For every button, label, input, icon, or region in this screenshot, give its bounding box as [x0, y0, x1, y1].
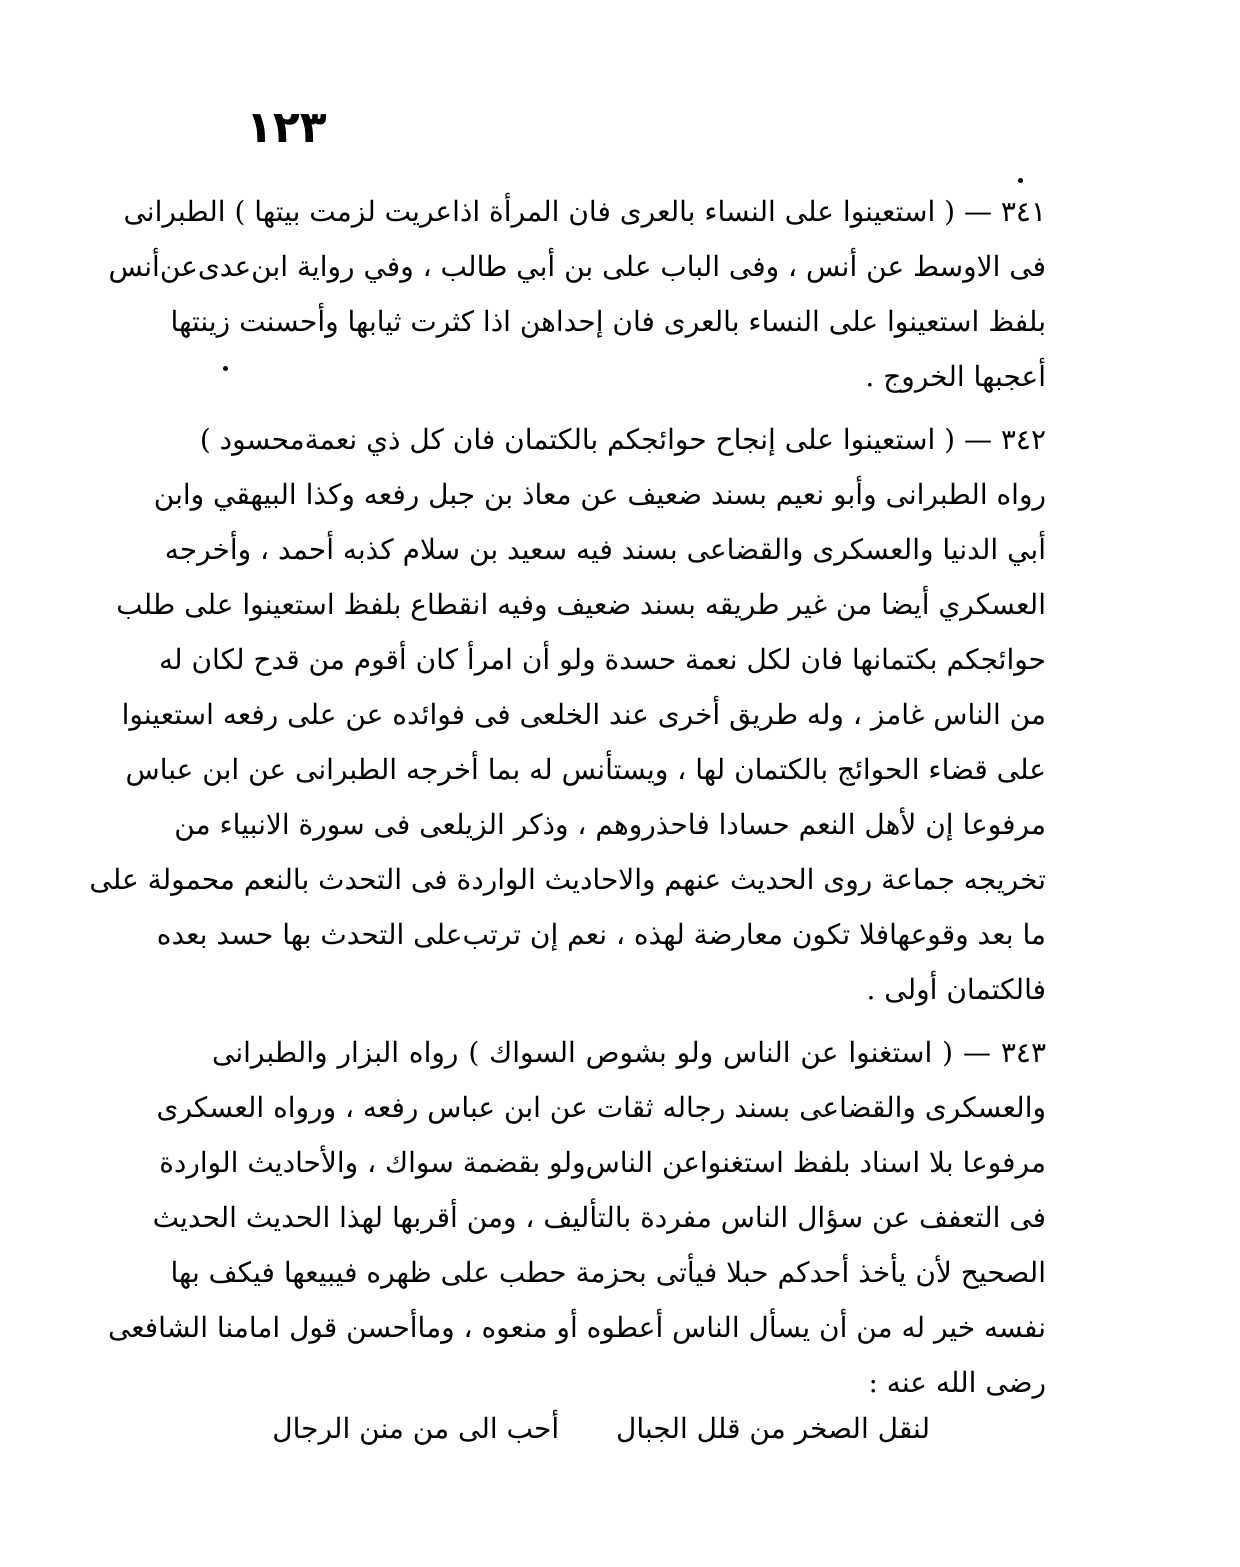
text-line: ٣٤١ — ( استعينوا على النساء بالعرى فان المرأة اذاعريت لزمت بيتها ) الطبرانى: [123, 195, 1046, 228]
text-line: فى الاوسط عن أنس ، وفى الباب على بن أبي طالب ، وفي رواية ابن‌عدى‌عن‌أنس: [108, 250, 1046, 283]
text-line: فالكتمان أولى .: [866, 973, 1046, 1006]
text-line: أعجبها الخروج .: [865, 360, 1046, 393]
text-line: فى التعفف عن سؤال الناس مفردة بالتأليف ، ومن أقربها لهذا الحديث الحديث: [152, 1201, 1046, 1234]
text-line: ٣٤٣ — ( استغنوا عن الناس ولو بشوص السواك ) رواه البزار والطبرانى: [212, 1036, 1046, 1069]
text-line: العسكري أيضا من غير طريقه بسند ضعيف وفيه انقطاع بلفظ استعينوا على طلب: [116, 588, 1046, 621]
speck: [1018, 178, 1023, 183]
text-body: [89, 184, 1046, 1418]
text-line: مرفوعا بلا اسناد بلفظ استغنواعن الناس‌ولو بقضمة سواك ، والأحاديث الواردة: [159, 1146, 1046, 1179]
text-line: على قضاء الحوائج بالكتمان لها ، ويستأنس له بما أخرجه الطبرانى عن ابن عباس: [125, 753, 1046, 786]
verse-second-hemistich: أحب الى من منن الرجال: [272, 1412, 560, 1445]
text-line: مرفوعا إن لأهل النعم حسادا فاحذروهم ، وذكر الزيلعى فى سورة الانبياء من: [174, 808, 1046, 841]
text-line: حوائجكم بكتمانها فان لكل نعمة حسدة ولو أن امرأ كان أقوم من قدح لكان له: [159, 643, 1046, 676]
text-line: تخريجه جماعة روى الحديث عنهم والاحاديث الواردة فى التحدث بالنعم محمولة على: [89, 863, 1046, 896]
verse-first-hemistich: لنقل الصخر من قلل الجبال: [616, 1412, 930, 1445]
text-line: من الناس غامز ، وله طريق أخرى عند الخلعى فى فوائده عن على رفعه استعينوا: [121, 698, 1046, 731]
poetry-verse: [272, 1404, 930, 1454]
text-line: الصحيح لأن يأخذ أحدكم حبلا فيأتى بحزمة حطب على ظهره فيبيعها فيكف بها: [170, 1256, 1046, 1289]
entry-341: [108, 184, 1046, 404]
text-line: أبي الدنيا والعسكرى والقضاعى بسند فيه سعيد بن سلام كذبه أحمد ، وأخرجه: [164, 533, 1046, 566]
page-number: ١٢٣: [246, 102, 327, 153]
entry-343: [107, 1025, 1046, 1410]
text-line: والعسكرى والقضاعى بسند رجاله ثقات عن ابن عباس رفعه ، ورواه العسكرى: [156, 1091, 1046, 1124]
text-line: بلفظ استعينوا على النساء بالعرى فان إحداهن اذا كثرت ثيابها وأحسنت زينتها: [170, 305, 1046, 338]
text-line: نفسه خير له من أن يسأل الناس أعطوه أو منعوه ، وماأحسن قول امامنا الشافعى: [107, 1311, 1046, 1344]
text-line: رواه الطبرانى وأبو نعيم بسند ضعيف عن معاذ بن جبل رفعه وكذا البيهقي وابن: [153, 478, 1046, 511]
entry-342: [89, 412, 1046, 1017]
text-line: رضى الله عنه :: [868, 1366, 1046, 1399]
text-line: ما بعد وقوعهافلا تكون معارضة لهذه ، نعم إن ترتب‌على التحدث بها حسد بعده: [156, 918, 1046, 951]
text-line: ٣٤٢ — ( استعينوا على إنجاح حوائجكم بالكتمان فان كل ذي نعمة‌محسود ): [199, 423, 1046, 456]
